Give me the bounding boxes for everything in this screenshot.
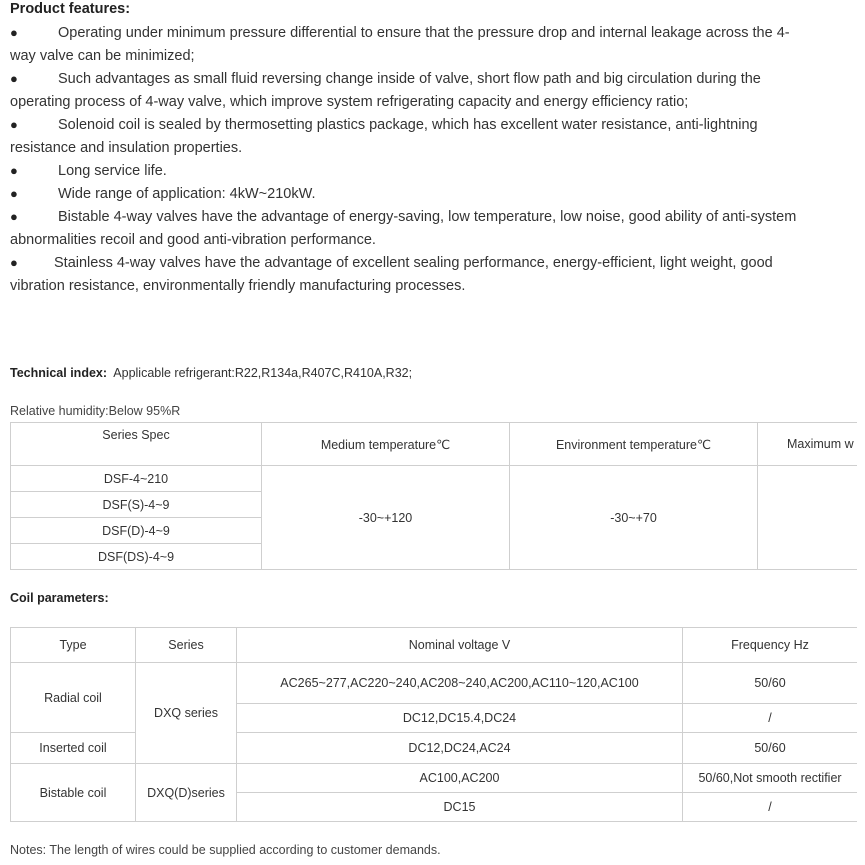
bullet-icon: ● [10, 186, 18, 201]
series-cell: DSF(DS)-4~9 [11, 544, 262, 570]
series-dxqd: DXQ(D)series [136, 764, 237, 822]
type-inserted: Inserted coil [11, 733, 136, 764]
series-cell: DSF(D)-4~9 [11, 518, 262, 544]
feature-text: Stainless 4-way valves have the advantage of excellent sealing performance, energy-efficient, light weight, good [54, 255, 773, 271]
frequency-cell: 50/60 [683, 733, 858, 764]
header-frequency: Frequency Hz [683, 628, 858, 663]
bullet-icon: ● [10, 163, 18, 178]
bullet-icon: ● [10, 209, 18, 224]
type-radial: Radial coil [11, 663, 136, 733]
header-medium-temp: Medium temperature℃ [262, 423, 510, 466]
series-cell: DSF(S)-4~9 [11, 492, 262, 518]
series-cell: DSF-4~210 [11, 466, 262, 492]
voltage-cell: DC12,DC24,AC24 [237, 733, 683, 764]
feature-text-cont: resistance and insulation properties. [10, 140, 243, 156]
voltage-cell: DC12,DC15.4,DC24 [237, 704, 683, 733]
type-bistable: Bistable coil [11, 764, 136, 822]
medium-temp-value: -30~+120 [262, 466, 510, 570]
feature-text: Long service life. [58, 163, 167, 179]
series-dxq: DXQ series [136, 663, 237, 764]
coil-parameters-heading: Coil parameters: [10, 591, 109, 605]
header-maximum: Maximum w [758, 423, 858, 466]
feature-text-cont: way valve can be minimized; [10, 48, 195, 64]
env-temp-value: -30~+70 [510, 466, 758, 570]
feature-text-cont: operating process of 4-way valve, which improve system refrigerating capacity and energy efficiency ratio; [10, 94, 689, 110]
feature-text: Operating under minimum pressure differential to ensure that the pressure drop and internal leakage across the 4- [58, 25, 790, 41]
coil-table [10, 627, 857, 822]
bullet-icon: ● [10, 255, 18, 270]
voltage-cell: AC100,AC200 [237, 764, 683, 793]
feature-text: Such advantages as small fluid reversing change inside of valve, short flow path and big circulation during the [58, 71, 761, 87]
feature-text-cont: vibration resistance, environmentally friendly manufacturing processes. [10, 278, 466, 294]
notes-text: Notes: The length of wires could be supplied according to customer demands. [10, 843, 441, 857]
refrigerant-text: Applicable refrigerant:R22,R134a,R407C,R410A,R32; [113, 366, 413, 380]
product-features-heading: Product features: [10, 1, 131, 17]
frequency-cell: / [683, 793, 858, 822]
feature-text: Solenoid coil is sealed by thermosetting plastics package, which has excellent water resistance, anti-lightning [58, 117, 758, 133]
humidity-text: Relative humidity:Below 95%R [10, 404, 181, 418]
header-series-spec: Series Spec [11, 423, 262, 466]
feature-text: Wide range of application: 4kW~210kW. [58, 186, 316, 202]
feature-text: Bistable 4-way valves have the advantage of energy-saving, low temperature, low noise, good ability of anti-system [58, 209, 797, 225]
frequency-cell: / [683, 704, 858, 733]
maximum-value [758, 466, 858, 570]
feature-text-cont: abnormalities recoil and good anti-vibration performance. [10, 232, 376, 248]
voltage-cell: DC15 [237, 793, 683, 822]
bullet-icon: ● [10, 25, 18, 40]
frequency-cell: 50/60 [683, 663, 858, 704]
header-voltage: Nominal voltage V [237, 628, 683, 663]
frequency-cell: 50/60,Not smooth rectifier [683, 764, 858, 793]
voltage-cell: AC265~277,AC220~240,AC208~240,AC200,AC110~120,AC100 [237, 663, 683, 704]
header-series: Series [136, 628, 237, 663]
bullet-icon: ● [10, 117, 18, 132]
technical-index-label: Technical index: [10, 366, 108, 380]
header-type: Type [11, 628, 136, 663]
technical-table [10, 422, 857, 570]
bullet-icon: ● [10, 71, 18, 86]
header-environment-temp: Environment temperature℃ [510, 423, 758, 466]
